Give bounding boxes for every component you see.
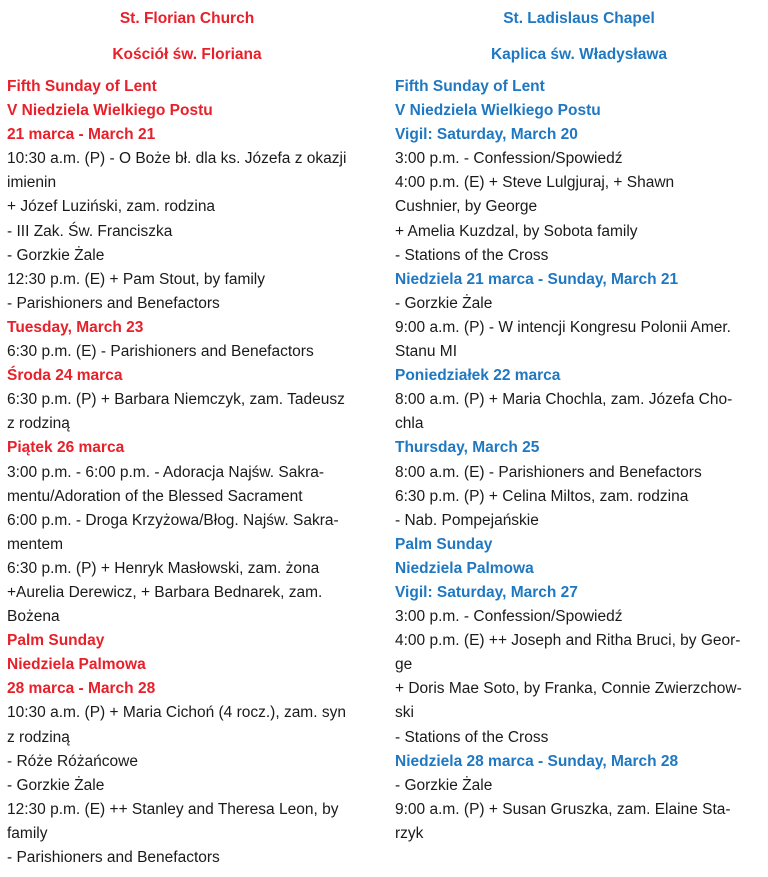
chapel-subtitle: Kaplica św. Władysława <box>490 46 668 63</box>
schedule-entry: + Józef Luziński, zam. rodzina <box>7 198 216 216</box>
schedule-heading: Piątek 26 marca <box>7 439 125 457</box>
schedule-entry: 9:00 a.m. (P) + Susan Gruszka, zam. Elaine Sta- <box>395 800 731 818</box>
schedule-entry: - Gorzkie Żale <box>395 294 493 312</box>
schedule-entry: ski <box>395 704 414 722</box>
schedule-entry: - Gorzkie Żale <box>395 776 493 794</box>
schedule-entry: 6:30 p.m. (P) + Celina Miltos, zam. rodzina <box>395 487 689 505</box>
schedule-heading: Fifth Sunday of Lent <box>395 78 545 95</box>
schedule-entry: + Amelia Kuzdzal, by Sobota family <box>395 222 638 240</box>
schedule-entry: - III Zak. Św. Franciszka <box>7 222 173 240</box>
schedule-entry: 4:00 p.m. (E) + Steve Lulgjuraj, + Shawn <box>395 174 675 192</box>
schedule-entry: 4:00 p.m. (E) ++ Joseph and Ritha Bruci, by Geor- <box>395 632 741 650</box>
schedule-entry: mentu/Adoration of the Blessed Sacrament <box>7 487 303 505</box>
schedule-entry: 8:00 a.m. (P) + Maria Chochla, zam. Józefa Cho- <box>395 391 733 409</box>
schedule-heading: Vigil: Saturday, March 20 <box>395 126 578 144</box>
schedule-entry: 3:00 p.m. - Confession/Spowiedź <box>395 150 623 168</box>
schedule-entry: imienin <box>7 174 57 192</box>
schedule-list <box>395 75 763 846</box>
church-title: St. Florian Church <box>119 10 255 27</box>
schedule-entry: 3:00 p.m. - Confession/Spowiedź <box>395 608 623 626</box>
schedule-heading: Tuesday, March 23 <box>7 318 144 336</box>
schedule-entry: - Parishioners and Benefactors <box>7 849 220 866</box>
schedule-entry: z rodziną <box>7 415 70 433</box>
schedule-entry: 8:00 a.m. (E) - Parishioners and Benefactors <box>395 463 702 481</box>
st-florian-column <box>7 0 367 870</box>
schedule-heading: Palm Sunday <box>7 632 105 650</box>
schedule-entry: 10:30 a.m. (P) - O Boże bł. dla ks. Józefa z okazji <box>7 150 347 168</box>
schedule-heading: Fifth Sunday of Lent <box>7 78 157 95</box>
st-ladislaus-column <box>395 0 763 846</box>
schedule-heading: Vigil: Saturday, March 27 <box>395 583 578 601</box>
schedule-entry: - Róże Różańcowe <box>7 752 138 770</box>
schedule-heading: 28 marca - March 28 <box>7 680 156 698</box>
schedule-heading: Thursday, March 25 <box>395 439 540 457</box>
schedule-entry: 6:30 p.m. (E) - Parishioners and Benefactors <box>7 343 314 361</box>
schedule-entry: z rodziną <box>7 728 70 746</box>
schedule-entry: mentem <box>7 535 63 553</box>
schedule-entry: 6:30 p.m. (P) + Henryk Masłowski, zam. żona <box>7 559 320 577</box>
schedule-entry: - Nab. Pompejańskie <box>395 511 539 529</box>
schedule-entry: 3:00 p.m. - 6:00 p.m. - Adoracja Najśw. Sakra- <box>7 463 325 481</box>
schedule-entry: ge <box>395 656 413 674</box>
schedule-entry: 6:30 p.m. (P) + Barbara Niemczyk, zam. Tadeusz <box>7 391 345 409</box>
schedule-heading: Palm Sunday <box>395 535 493 553</box>
schedule-entry: rzyk <box>395 824 424 842</box>
schedule-heading: Niedziela 21 marca - Sunday, March 21 <box>395 270 679 288</box>
schedule-entry: 6:00 p.m. - Droga Krzyżowa/Błog. Najśw. Sakra- <box>7 511 339 529</box>
church-subtitle: Kościół św. Floriana <box>112 46 262 63</box>
schedule-entry: chla <box>395 415 424 433</box>
schedule-entry: - Stations of the Cross <box>395 728 549 746</box>
schedule-entry: Cushnier, by George <box>395 198 538 216</box>
schedule-heading: Poniedziałek 22 marca <box>395 367 561 385</box>
schedule-heading: V Niedziela Wielkiego Postu <box>7 102 213 120</box>
schedule-entry: - Parishioners and Benefactors <box>7 294 220 312</box>
schedule-heading: Niedziela Palmowa <box>7 656 146 674</box>
schedule-entry: 12:30 p.m. (E) ++ Stanley and Theresa Leon, by <box>7 800 339 818</box>
schedule-entry: - Stations of the Cross <box>395 246 549 264</box>
schedule-entry: Stanu MI <box>395 343 458 361</box>
chapel-title: St. Ladislaus Chapel <box>503 10 655 27</box>
schedule-entry: - Gorzkie Żale <box>7 776 105 794</box>
schedule-entry: + Doris Mae Soto, by Franka, Connie Zwierzchow- <box>395 680 742 698</box>
schedule-heading: Niedziela 28 marca - Sunday, March 28 <box>395 752 679 770</box>
schedule-entry: 9:00 a.m. (P) - W intencji Kongresu Polonii Amer. <box>395 318 731 336</box>
schedule-entry: Bożena <box>7 608 60 626</box>
schedule-list <box>7 75 367 870</box>
schedule-entry: +Aurelia Derewicz, + Barbara Bednarek, zam. <box>7 583 323 601</box>
schedule-heading: Niedziela Palmowa <box>395 559 534 577</box>
schedule-entry: - Gorzkie Żale <box>7 246 105 264</box>
schedule-heading: Środa 24 marca <box>7 367 123 385</box>
schedule-entry: 12:30 p.m. (E) + Pam Stout, by family <box>7 270 266 288</box>
schedule-heading: V Niedziela Wielkiego Postu <box>395 102 601 120</box>
schedule-entry: 10:30 a.m. (P) + Maria Cichoń (4 rocz.), zam. syn <box>7 704 346 722</box>
schedule-entry: family <box>7 824 48 842</box>
schedule-heading: 21 marca - March 21 <box>7 126 156 144</box>
